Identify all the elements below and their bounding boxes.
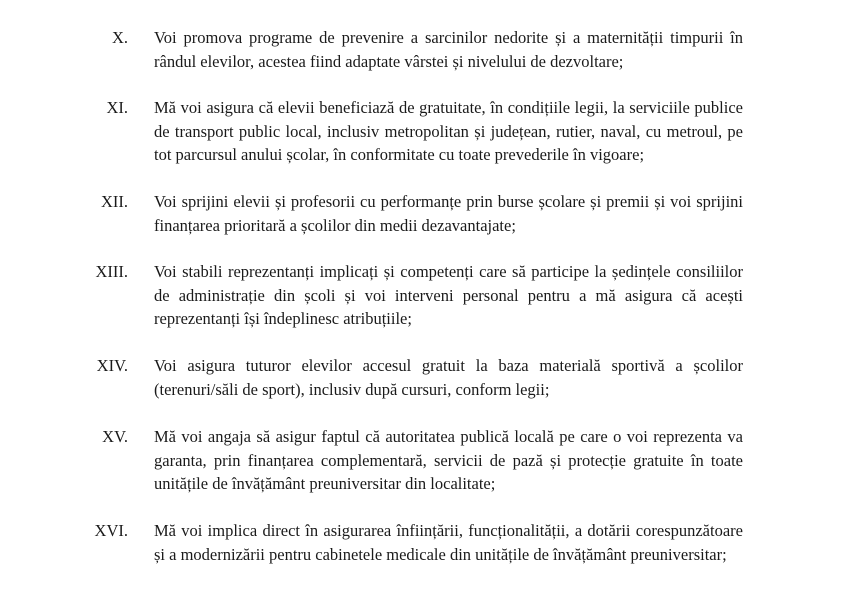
item-text: Mă voi implica direct în asigurarea înființării, funcționalității, a dotării corespunzătoare și a modernizării pentru cabinetele medicale din unitățile de învățământ preuniversitar; — [154, 521, 743, 564]
item-number: XVI. — [94, 521, 128, 540]
item-number: XI. — [106, 98, 128, 117]
item-number: XV. — [102, 427, 128, 446]
item-text: Mă voi asigura că elevii beneficiază de gratuitate, în condițiile legii, la serviciile publice de transport public local, inclusiv metropolitan și județean, rutier, naval, cu metroul, pe tot parcursul anului școlar, în conformitate cu toate prevederile în vigoare; — [154, 98, 743, 165]
item-text: Mă voi angaja să asigur faptul că autoritatea publică locală pe care o voi reprezenta va garanta, prin finanțarea complementară, servicii de pază și protecție gratuite în toate unitățile de învățământ preuniversitar din localitate; — [154, 427, 743, 494]
item-text: Voi promova programe de prevenire a sarcinilor nedorite și a maternității timpurii în rândul elevilor, acestea fiind adaptate vârstei și nivelului de dezvoltare; — [154, 28, 743, 71]
item-number: XIII. — [95, 262, 128, 281]
item-text: Voi sprijini elevii și profesorii cu performanțe prin burse școlare și premii și voi sprijini finanțarea prioritară a școlilor din medii dezavantajate; — [154, 192, 743, 235]
item-number: XII. — [100, 192, 128, 211]
item-number: X. — [111, 28, 128, 47]
item-text: Voi stabili reprezentanți implicați și competenți care să participe la ședințele consiliilor de administrație din școli și voi interveni personal pentru a mă asigura că acești reprezentanți își îndeplinesc atribuțiile; — [154, 262, 743, 329]
item-text: Voi asigura tuturor elevilor accesul gratuit la baza materială sportivă a școlilor (terenuri/săli de sport), inclusiv după cursuri, conform legii; — [154, 356, 743, 399]
item-number: XIV. — [96, 356, 128, 375]
